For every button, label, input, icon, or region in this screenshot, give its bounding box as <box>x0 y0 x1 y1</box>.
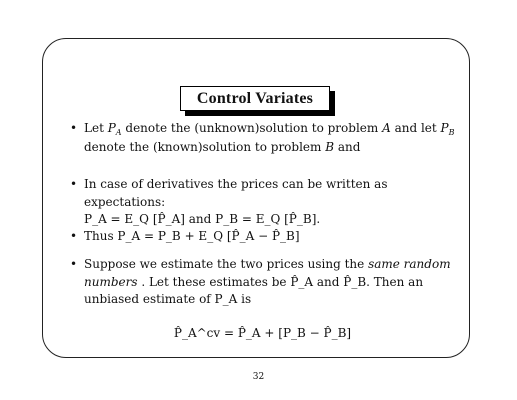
bullet-3-line-1: Thus P_A = P_B + E_Q [P̂_A − P̂_B] <box>84 229 300 243</box>
bullet-4-line-2: numbers . Let these estimates be P̂_A and P̂_B. Then an <box>84 274 424 289</box>
bullet-1-line-1: Let $P_A$ denote the (unknown)solution to problem A and let $P_B$ <box>84 121 455 137</box>
bullet-dot: • <box>70 121 78 135</box>
bullet-2-line-1: In case of derivatives the prices can be written as expectations: <box>84 177 388 209</box>
bullet-item-3 <box>70 228 300 246</box>
bullet-4-line-1: Suppose we estimate the two prices using the same random <box>84 257 451 271</box>
bullet-2-line-2: P_A = E_Q [P̂_A] and P_B = E_Q [P̂_B]. <box>84 212 321 226</box>
bullet-item-1 <box>70 120 455 156</box>
bullet-dot: • <box>70 257 78 271</box>
bullet-item-4 <box>70 256 451 309</box>
bullet-4-line-3: unbiased estimate of P_A is <box>84 292 252 306</box>
bullet-dot: • <box>70 177 78 191</box>
bullet-1-line-2: denote the (known)solution to problem B and <box>84 139 361 154</box>
control-variate-formula: P̂_A^cv = P̂_A + [P_B − P̂_B] <box>173 326 352 340</box>
slide-title: Control Variates <box>180 86 330 111</box>
page-number: 32 <box>252 372 265 382</box>
bullet-item-2 <box>70 176 470 229</box>
bullet-dot: • <box>70 229 78 243</box>
